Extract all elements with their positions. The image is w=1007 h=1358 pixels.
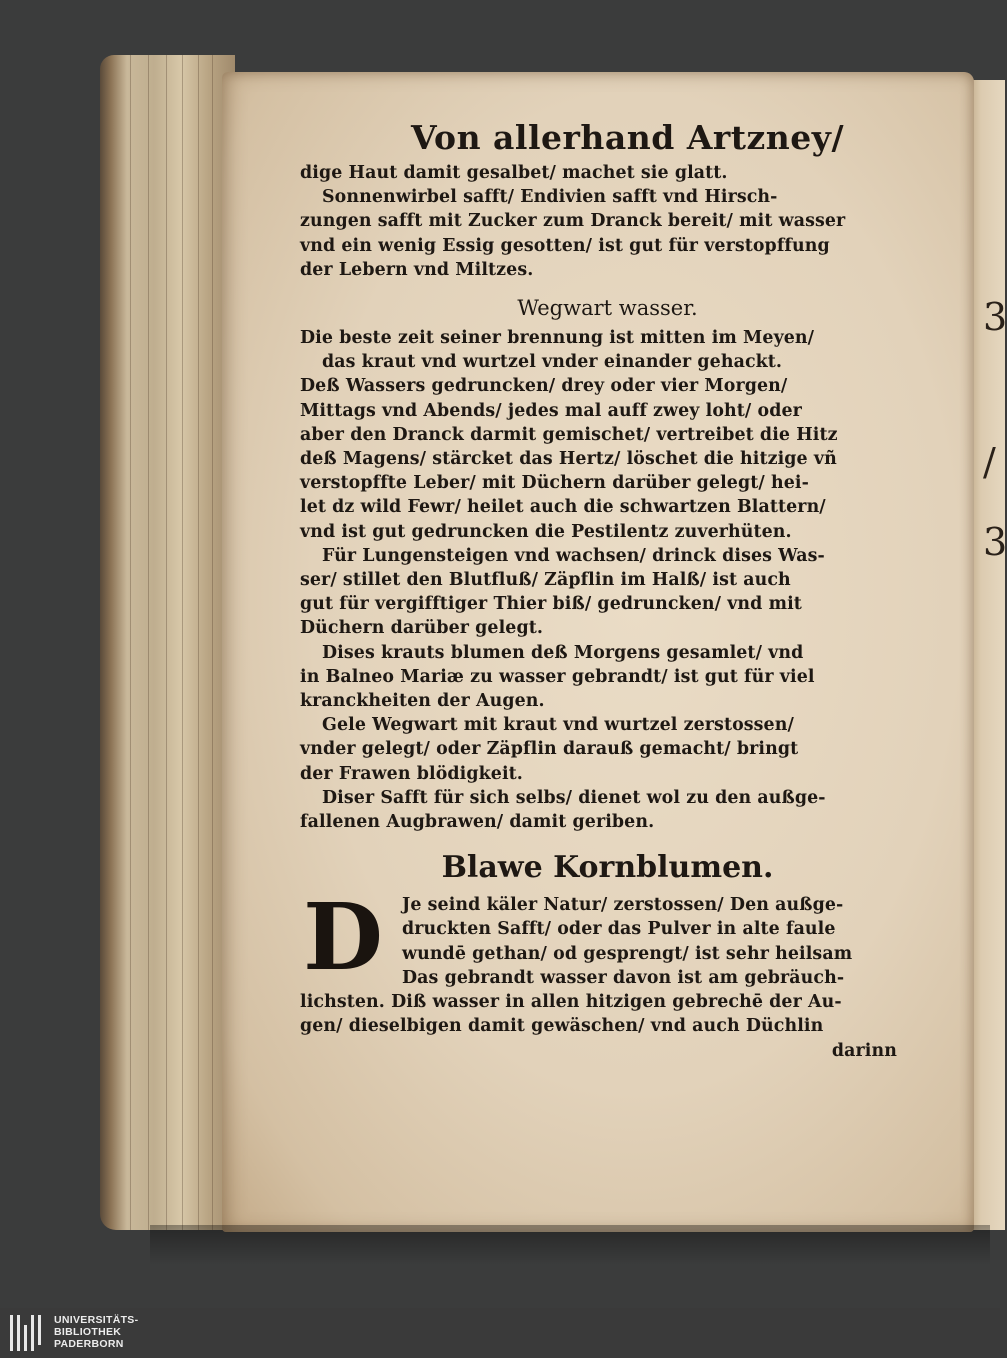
library-logo-text: [54, 1314, 138, 1350]
text-line: Mittags vnd Abends/ jedes mal auff zwey loht/ oder: [300, 400, 802, 421]
logo-line: PADERBORN: [54, 1338, 124, 1350]
text-line: kranckheiten der Augen.: [300, 691, 545, 712]
logo-line: UNIVERSITÄTS-: [54, 1314, 139, 1326]
text-line: Je seind käler Natur/ zerstossen/ Den außge-: [402, 895, 844, 916]
next-page-mark: 3: [983, 520, 1007, 564]
catchword: darinn: [831, 1040, 897, 1061]
text-block-top: [300, 161, 915, 282]
text-line: gen/ dieselbigen damit gewäschen/ vnd auch Düchlin: [300, 1016, 824, 1037]
page-shadow: [150, 1225, 990, 1265]
text-block-initial: [300, 883, 915, 992]
text-line: Sonnenwirbel safft/ Endivien safft vnd Hirsch-: [322, 187, 778, 208]
text-line: druckten Safft/ oder das Pulver in alte faule: [402, 919, 836, 940]
text-line: dige Haut damit gesalbet/ machet sie glatt.: [300, 163, 728, 183]
running-head: Von allerhand Artzney/: [410, 118, 845, 157]
text-line: Dises krauts blumen deß Morgens gesamlet/ vnd: [322, 642, 804, 663]
text-line: Das gebrandt wasser davon ist am gebräuch-: [402, 967, 845, 988]
library-logo-icon: [10, 1315, 46, 1351]
text-line: wundē gethan/ od gesprengt/ ist sehr heilsam: [402, 943, 853, 964]
initial-paragraph: [300, 883, 915, 992]
book-page-edges: [100, 55, 235, 1230]
text-line: Deß Wassers gedruncken/ drey oder vier Morgen/: [300, 376, 788, 397]
text-line: Die beste zeit seiner brennung ist mitten im Meyen/: [300, 328, 815, 349]
text-block-wegwart: [300, 326, 915, 834]
text-line: ser/ stillet den Blutfluß/ Zäpflin im Halß/ ist auch: [300, 570, 791, 591]
text-block-kornblumen: [300, 990, 915, 1038]
text-line: Düchern darüber gelegt.: [300, 618, 544, 639]
text-line: let dz wild Fewr/ heilet auch die schwartzen Blattern/: [300, 497, 826, 518]
text-line: gut für vergifftiger Thier biß/ gedruncken/ vnd mit: [300, 594, 802, 615]
text-line: zungen safft mit Zucker zum Dranck bereit/ mit wasser: [300, 211, 846, 232]
text-line: Für Lungensteigen vnd wachsen/ drinck dises Was-: [322, 545, 825, 566]
text-line: vnd ist gut gedruncken die Pestilentz zuverhüten.: [300, 521, 792, 542]
next-page-mark: 3: [983, 295, 1007, 339]
page-text: [300, 118, 915, 1063]
text-line: in Balneo Mariæ zu wasser gebrandt/ ist gut für viel: [300, 666, 815, 687]
logo-line: BIBLIOTHEK: [54, 1326, 122, 1338]
text-line: aber den Dranck darmit gemischet/ vertreibet die Hitz: [300, 424, 838, 445]
text-line: verstopffte Leber/ mit Düchern darüber gelegt/ hei-: [300, 473, 809, 494]
section-title-kornblumen: Blawe Kornblumen.: [441, 850, 774, 886]
text-line: Diser Safft für sich selbs/ dienet wol zu den außge-: [322, 787, 826, 808]
text-line: lichsten. Diß wasser in allen hitzigen gebrechē der Au-: [300, 992, 842, 1013]
text-line: deß Magens/ stärcket das Hertz/ löschet die hitzige vñ: [300, 449, 837, 470]
next-page-mark: /: [983, 440, 996, 484]
footer-bar: [0, 1308, 1000, 1358]
decorated-initial: D: [303, 883, 383, 992]
text-line: Gele Wegwart mit kraut vnd wurtzel zerstossen/: [322, 715, 794, 736]
text-line: der Lebern vnd Miltzes.: [300, 259, 534, 280]
text-line: vnder gelegt/ oder Zäpflin darauß gemacht/ bringt: [300, 739, 799, 760]
text-line: fallenen Augbrawen/ damit geriben.: [300, 812, 655, 833]
text-line: das kraut vnd wurtzel vnder einander gehackt.: [322, 352, 783, 373]
text-line: der Frawen blödigkeit.: [300, 763, 523, 784]
section-title-wegwart: Wegwart wasser.: [517, 296, 698, 321]
text-line: vnd ein wenig Essig gesotten/ ist gut für verstopffung: [300, 235, 830, 256]
